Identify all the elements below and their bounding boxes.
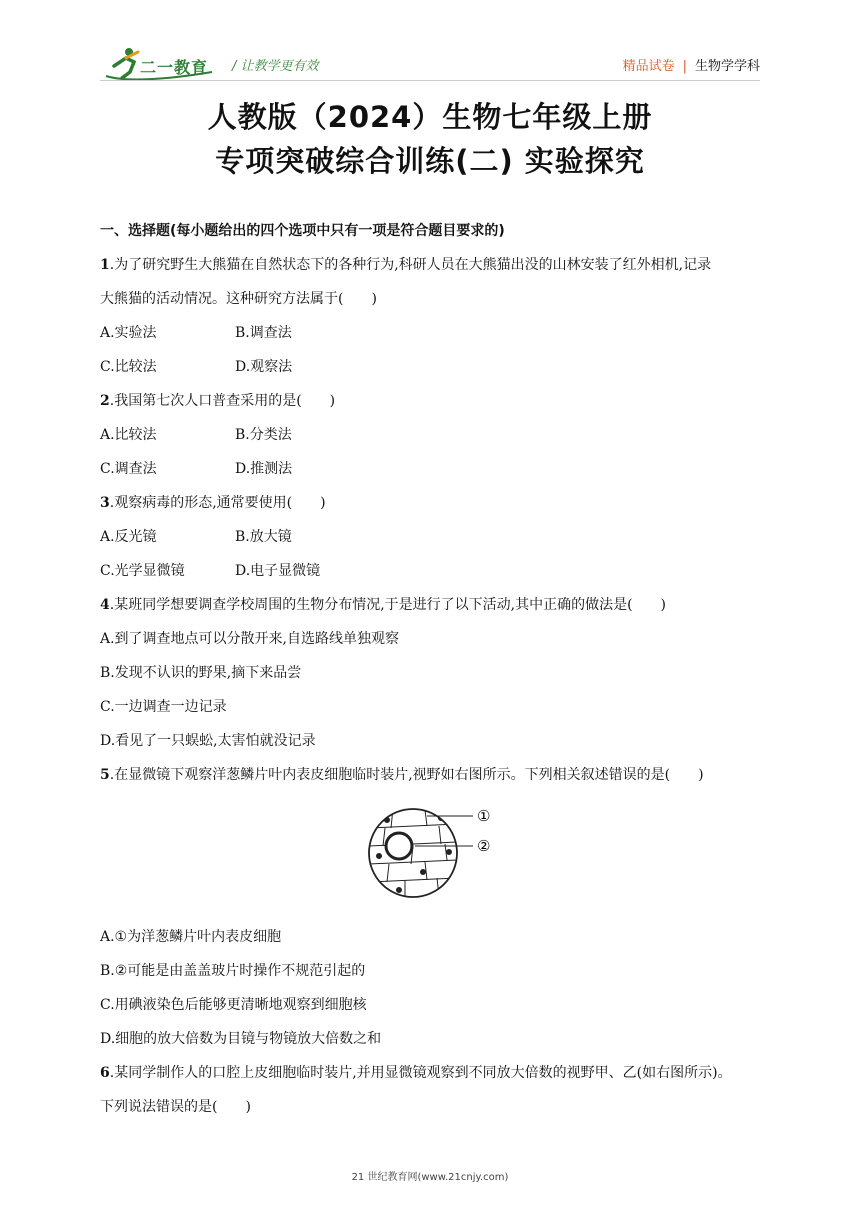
brand-slogan: / 让教学更有效 (232, 59, 319, 74)
microscope-field-figure (100, 798, 780, 910)
option-a: A.比较法 (100, 427, 157, 443)
figure-label-1: ① (477, 807, 491, 825)
question-number: 5 (100, 767, 110, 783)
option-a: A.反光镜 (100, 529, 157, 545)
question-text: .观察病毒的形态,通常要使用( ) (109, 495, 326, 511)
option-c: C.一边调查一边记录 (100, 699, 227, 715)
option-b: B.调查法 (235, 325, 292, 341)
question-text: .我国第七次人口普查采用的是( ) (109, 393, 336, 409)
page-footer: 21 世纪教育网(www.21cnjy.com) (351, 1172, 509, 1183)
option-d: D.推测法 (235, 461, 293, 477)
question-number: 1 (100, 257, 110, 273)
question-3-options-row1 (100, 526, 780, 548)
page-title-line1: 人教版（2024）生物七年级上册 (207, 100, 653, 134)
section-heading: 一、选择题(每小题给出的四个选项中只有一项是符合题目要求的) (100, 223, 505, 239)
quality-label: 精品试卷 (622, 59, 675, 74)
page-header (0, 0, 860, 90)
option-a: A.实验法 (100, 325, 157, 341)
option-c: C.用碘液染色后能够更清晰地观察到细胞核 (100, 997, 367, 1013)
question-3-stem (100, 492, 780, 514)
page-title-line2: 专项突破综合训练(二) 实验探究 (215, 144, 645, 178)
microscope-view-diagram (365, 798, 525, 908)
figure-label-2: ② (477, 837, 491, 855)
question-number: 6 (100, 1065, 110, 1081)
header-divider (100, 80, 760, 81)
option-c: C.光学显微镜 (100, 563, 185, 579)
question-4-stem (100, 594, 780, 616)
question-list (100, 220, 780, 1130)
question-2-stem (100, 390, 780, 412)
header-separator: | (682, 59, 687, 74)
question-text: .在显微镜下观察洋葱鳞片叶内表皮细胞临时装片,视野如右图所示。下列相关叙述错误的是( ) (109, 767, 704, 783)
question-number: 3 (100, 495, 110, 511)
question-number: 4 (100, 597, 110, 613)
subject-label: 生物学学科 (694, 59, 760, 74)
option-c: C.调查法 (100, 461, 157, 477)
question-number: 2 (100, 393, 110, 409)
question-2-options-row1 (100, 424, 780, 446)
option-b: B.分类法 (235, 427, 292, 443)
option-d: D.电子显微镜 (235, 563, 321, 579)
question-5-stem (100, 764, 780, 786)
question-3-options-row2 (100, 560, 780, 582)
question-text: .某班同学想要调查学校周围的生物分布情况,于是进行了以下活动,其中正确的做法是( ) (109, 597, 667, 613)
question-text: .某同学制作人的口腔上皮细胞临时装片,并用显微镜观察到不同放大倍数的视野甲、乙(如右图所示)。 (109, 1065, 732, 1081)
option-a: A.①为洋葱鳞片叶内表皮细胞 (100, 929, 282, 945)
option-b: B.发现不认识的野果,摘下来品尝 (100, 665, 302, 681)
option-d: D.观察法 (235, 359, 293, 375)
option-c: C.比较法 (100, 359, 157, 375)
option-b: B.放大镜 (235, 529, 292, 545)
question-1-options-row2 (100, 356, 780, 378)
brand-name: 二一教育 (140, 58, 209, 77)
question-1-stem-cont: 大熊猫的活动情况。这种研究方法属于( ) (100, 291, 377, 307)
question-1-stem (100, 254, 780, 276)
question-text: .为了研究野生大熊猫在自然状态下的各种行为,科研人员在大熊猫出没的山林安装了红外相机,记录 (109, 257, 712, 273)
option-a: A.到了调查地点可以分散开来,自选路线单独观察 (100, 631, 400, 647)
question-6-stem (100, 1062, 780, 1084)
option-b: B.②可能是由盖盖玻片时操作不规范引起的 (100, 963, 366, 979)
option-d: D.看见了一只蜈蚣,太害怕就没记录 (100, 733, 316, 749)
question-2-options-row2 (100, 458, 780, 480)
question-1-options-row1 (100, 322, 780, 344)
question-6-stem-cont: 下列说法错误的是( ) (100, 1099, 251, 1115)
header-right-tag (623, 55, 760, 74)
option-d: D.细胞的放大倍数为目镜与物镜放大倍数之和 (100, 1031, 382, 1047)
